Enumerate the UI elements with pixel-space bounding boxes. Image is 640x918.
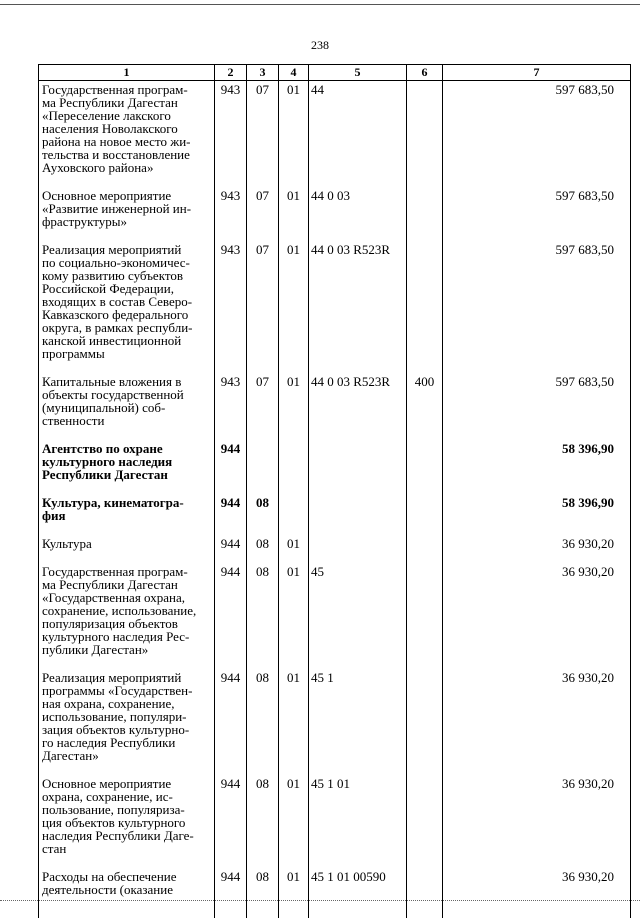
subsection-code-cell [279,494,309,535]
subsection-code-cell: 01 [279,868,309,918]
budget-table [38,64,631,918]
ministry-code-cell: 943 [215,241,247,373]
section-code-cell: 08 [247,868,279,918]
program-code-cell: 44 0 03 R523R [309,241,407,373]
expense-type-cell [407,494,443,535]
section-code-cell: 08 [247,535,279,563]
subsection-code-cell: 01 [279,775,309,868]
expense-type-cell [407,187,443,241]
table-row [39,81,631,188]
ministry-code-cell: 944 [215,535,247,563]
section-code-cell: 08 [247,775,279,868]
header-col-1: 1 [39,65,215,81]
row-name-cell: Реализация мероприятий программы «Государствен- ная охрана, сохранение, использование, популяри- зация объектов культурно- го наследия Республики Дагестан» [39,669,215,775]
ministry-code-cell: 944 [215,868,247,918]
page-number: 238 [0,38,640,53]
header-col-7: 7 [443,65,631,81]
amount-cell: 58 396,90 [443,494,631,535]
row-name-cell: Основное мероприятие «Развитие инженерной ин- фраструктуры» [39,187,215,241]
section-code-cell: 07 [247,373,279,440]
expense-type-cell [407,81,443,188]
amount-cell: 36 930,20 [443,669,631,775]
table-row [39,868,631,918]
subsection-code-cell: 01 [279,535,309,563]
program-code-cell: 44 0 03 R523R [309,373,407,440]
header-col-5: 5 [309,65,407,81]
row-name-cell: Капитальные вложения в объекты государственной (муниципальной) соб- ственности [39,373,215,440]
amount-cell: 36 930,20 [443,535,631,563]
subsection-code-cell [279,440,309,494]
ministry-code-cell: 944 [215,494,247,535]
expense-type-cell [407,440,443,494]
amount-cell: 597 683,50 [443,241,631,373]
program-code-cell: 45 1 [309,669,407,775]
ministry-code-cell: 944 [215,563,247,669]
table-row [39,535,631,563]
amount-cell: 597 683,50 [443,81,631,188]
subsection-code-cell: 01 [279,187,309,241]
program-code-cell [309,535,407,563]
program-code-cell: 44 0 03 [309,187,407,241]
section-code-cell: 08 [247,563,279,669]
table-row [39,775,631,868]
program-code-cell [309,440,407,494]
table-row [39,373,631,440]
amount-cell: 597 683,50 [443,373,631,440]
row-name-cell: Культура [39,535,215,563]
program-code-cell: 45 [309,563,407,669]
section-code-cell: 07 [247,81,279,188]
amount-cell: 58 396,90 [443,440,631,494]
expense-type-cell [407,241,443,373]
section-code-cell: 07 [247,187,279,241]
subsection-code-cell: 01 [279,373,309,440]
table-row [39,563,631,669]
table-row [39,440,631,494]
header-col-2: 2 [215,65,247,81]
amount-cell: 36 930,20 [443,775,631,868]
header-col-4: 4 [279,65,309,81]
table-header [39,65,631,81]
subsection-code-cell: 01 [279,563,309,669]
program-code-cell: 45 1 01 [309,775,407,868]
program-code-cell: 45 1 01 00590 [309,868,407,918]
expense-type-cell: 400 [407,373,443,440]
row-name-cell: Государственная програм- ма Республики Дагестан «Государственная охрана, сохранение, использование, популяризация объектов культурного наследия Рес- публики Дагестан» [39,563,215,669]
row-name-cell: Основное мероприятие охрана, сохранение, ис- пользование, популяриза- ция объектов культурного наследия Республики Даге- стан [39,775,215,868]
ministry-code-cell: 944 [215,669,247,775]
header-col-3: 3 [247,65,279,81]
ministry-code-cell: 944 [215,775,247,868]
ministry-code-cell: 943 [215,81,247,188]
ministry-code-cell: 943 [215,373,247,440]
top-rule [0,4,640,5]
amount-cell: 36 930,20 [443,563,631,669]
expense-type-cell [407,868,443,918]
bottom-rule [0,900,640,901]
amount-cell: 597 683,50 [443,187,631,241]
program-code-cell [309,494,407,535]
section-code-cell [247,440,279,494]
table-row [39,494,631,535]
program-code-cell: 44 [309,81,407,188]
table-row [39,241,631,373]
header-col-6: 6 [407,65,443,81]
section-code-cell: 08 [247,494,279,535]
table-row [39,187,631,241]
row-name-cell: Культура, кинематогра- фия [39,494,215,535]
subsection-code-cell: 01 [279,241,309,373]
expense-type-cell [407,563,443,669]
section-code-cell: 07 [247,241,279,373]
expense-type-cell [407,535,443,563]
row-name-cell: Реализация мероприятий по социально-экономичес- кому развитию субъектов Российской Федерации, входящих в состав Северо- Кавказского федерального округа, в рамках республи- канской инвестиционной программы [39,241,215,373]
table-body [39,81,631,918]
table-row [39,669,631,775]
ministry-code-cell: 944 [215,440,247,494]
section-code-cell: 08 [247,669,279,775]
row-name-cell: Расходы на обеспечение деятельности (оказание [39,868,215,918]
row-name-cell: Агентство по охране культурного наследия Республики Дагестан [39,440,215,494]
row-name-cell: Государственная програм- ма Республики Дагестан «Переселение лакского населения Новолакского района на новое место жи- тельства и восстановление Ауховского района» [39,81,215,188]
header-row [39,65,631,81]
subsection-code-cell: 01 [279,81,309,188]
expense-type-cell [407,775,443,868]
expense-type-cell [407,669,443,775]
ministry-code-cell: 943 [215,187,247,241]
subsection-code-cell: 01 [279,669,309,775]
amount-cell: 36 930,20 [443,868,631,918]
